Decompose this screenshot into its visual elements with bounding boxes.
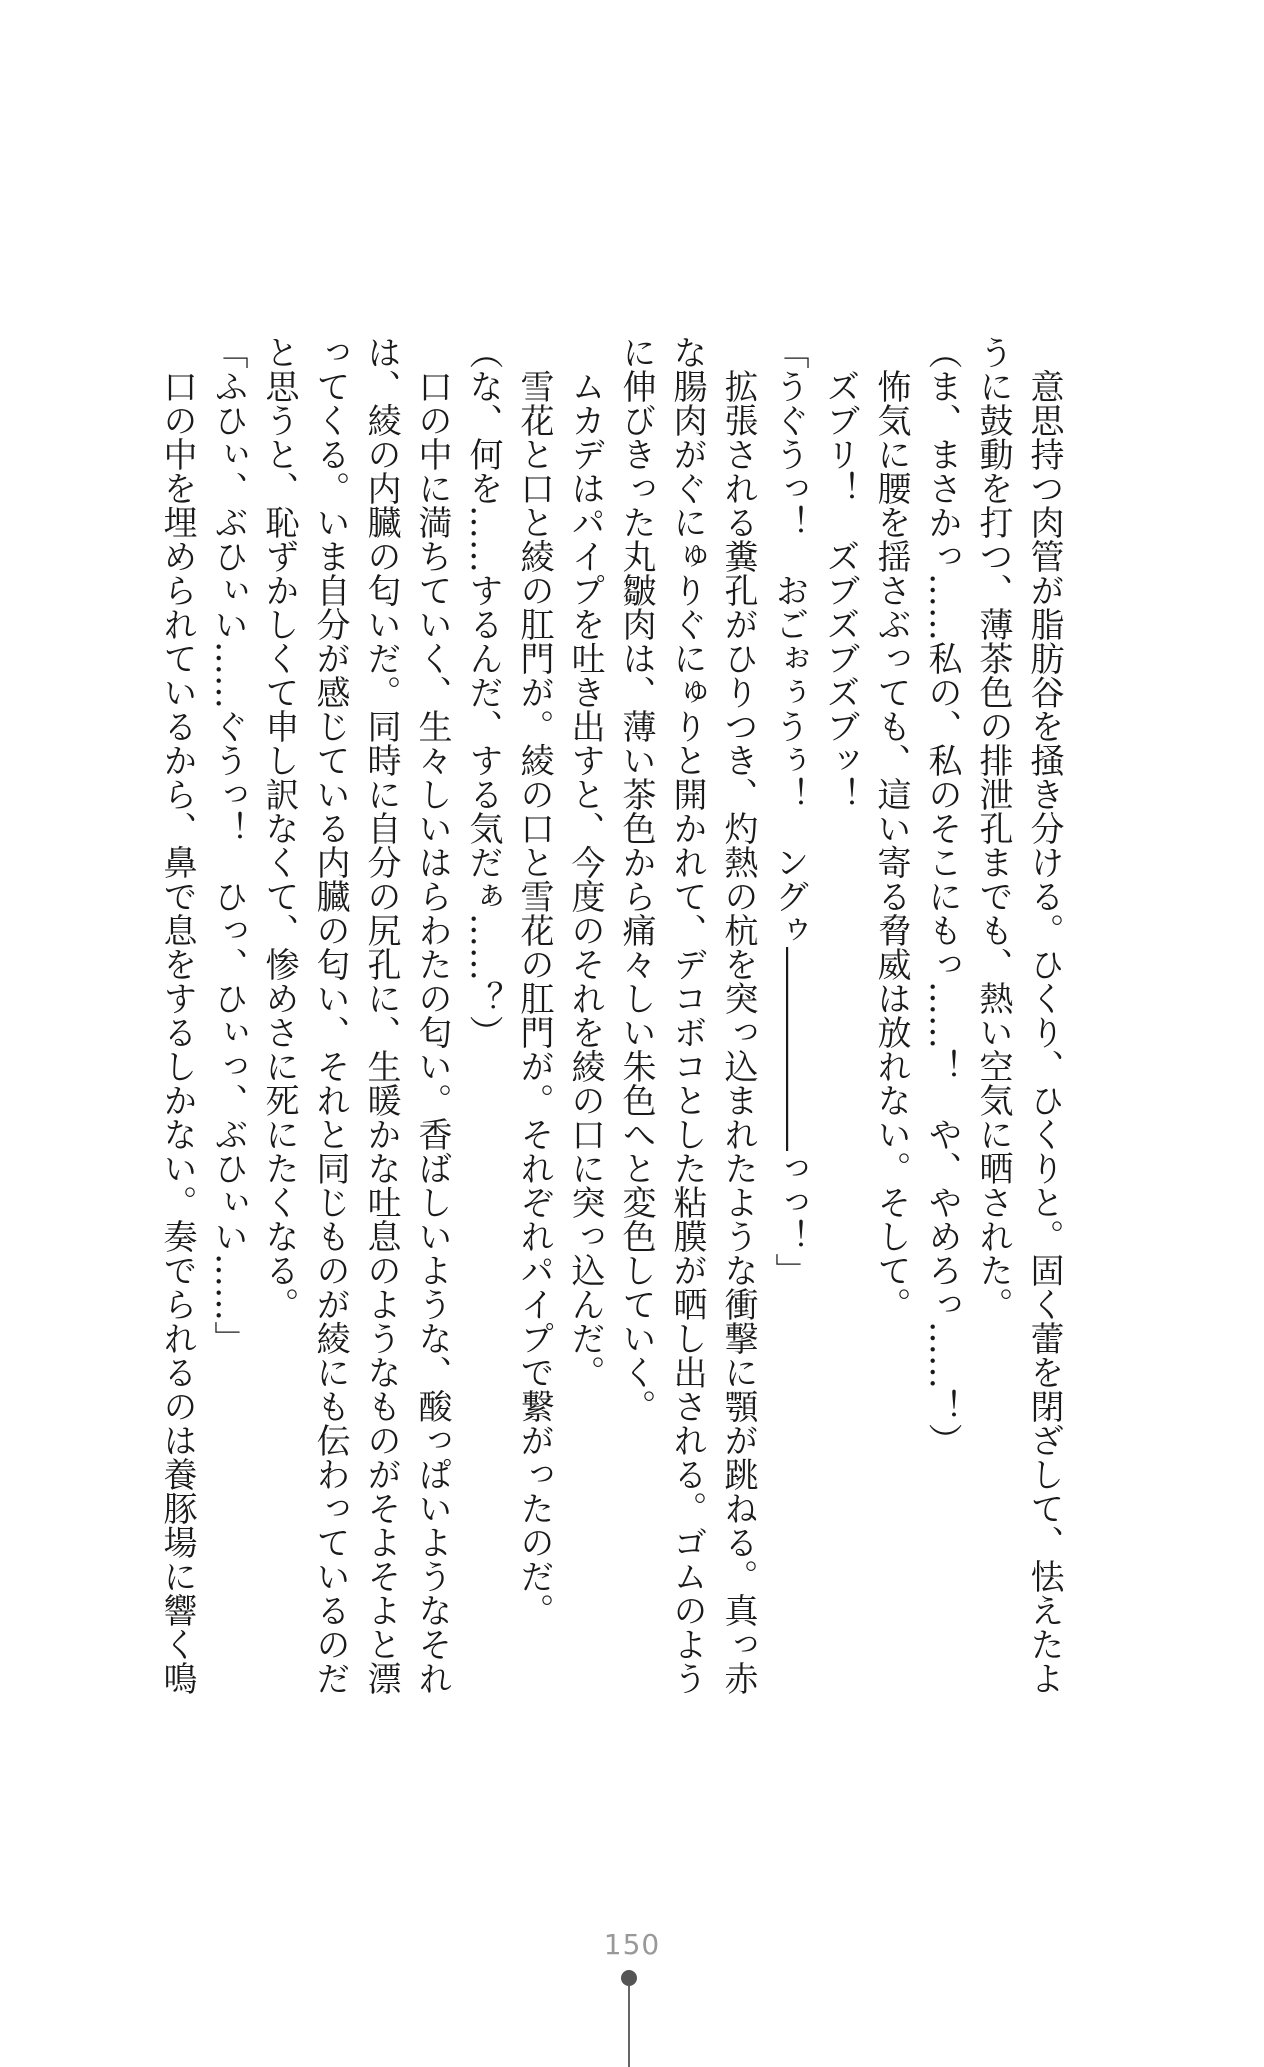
paragraph: 「ふひぃ、ぶひぃい……ぐうっ！ ひっ、ひぃっ、ぶひぃい……」 xyxy=(208,335,248,1355)
paragraph: 意思持つ肉管が脂肪谷を掻き分ける。ひくり、ひくりと。固く蕾を閉ざして、怯えたように鼓動を打つ、薄茶色の排泄孔までも、熱い空気に晒された。 xyxy=(973,335,1064,1695)
paragraph: （ま、まさかっ……私の、私のそこにもっ……！ や、やめろっ……！） xyxy=(922,335,962,1457)
folio-dot-icon xyxy=(621,1970,637,1986)
folio-divider xyxy=(628,1986,630,2067)
paragraph: 「うぐうっ！ おごぉぅうぅ！ ングゥ――――――っっ！」 xyxy=(769,335,809,1287)
paragraph: ムカデはパイプを吐き出すと、今度のそれを綾の口に突っ込んだ。 xyxy=(565,335,605,1389)
paragraph: 口の中を埋められているから、鼻で息をするしかない。奏でられるのは養豚場に響く鳴 xyxy=(157,335,197,1695)
paragraph: 拡張される糞孔がひりつき、灼熱の杭を突っ込まれたような衝撃に顎が跳ねる。真っ赤な腸肉がぐにゅりぐにゅりと開かれて、デコボコとした粘膜が晒し出される。ゴムのように伸びきった丸皺肉は、薄い茶色から痛々しい朱色へと変色していく。 xyxy=(616,335,758,1695)
page-number: 150 xyxy=(603,1928,661,1961)
paragraph: 口の中に満ちていく、生々しいはらわたの匂い。香ばしいような、酸っぱいようなそれは、綾の内臓の匂いだ。同時に自分の尻孔に、生暖かな吐息のようなものがそよそよと漂ってくる。いま自分が感じている内臓の匂い、それと同じものが綾にも伝わっているのだと思うと、恥ずかしくて申し訳なくて、惨めさに死にたくなる。 xyxy=(259,335,452,1695)
paragraph: ズブリ！ ズブズブズブッ！ xyxy=(820,335,860,811)
paragraph: （な、何を……するんだ、する気だぁ……？） xyxy=(463,335,503,1049)
paragraph: 怖気に腰を揺さぶっても、這い寄る脅威は放れない。そして。 xyxy=(871,335,911,1321)
paragraph: 雪花と口と綾の肛門が。綾の口と雪花の肛門が。それぞれパイプで繋がったのだ。 xyxy=(514,335,554,1627)
body-text xyxy=(151,335,1069,1695)
